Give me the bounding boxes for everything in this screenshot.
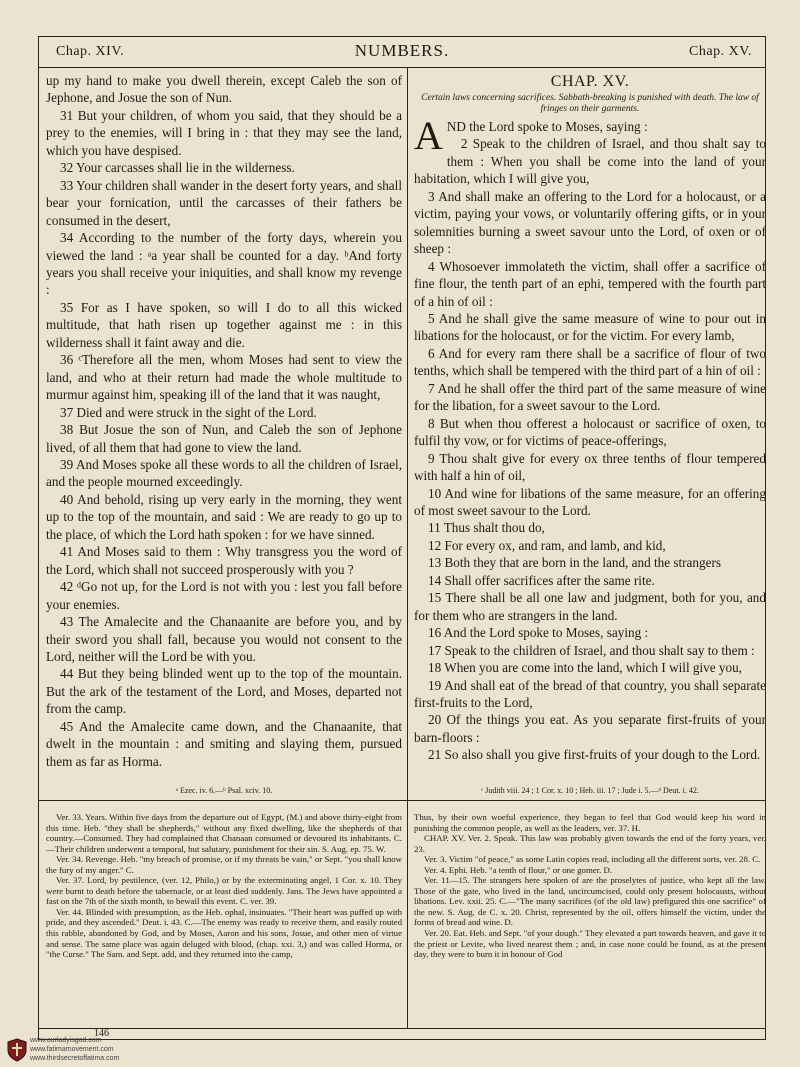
running-header [38, 38, 766, 66]
verse-first [414, 113, 766, 158]
footer-url[interactable]: www.ourladyisgod.com [30, 1037, 102, 1044]
verse: 41 And Moses said to them : Why transgress you the word of the Lord, which shall not succeed prosperously with you ? [46, 544, 402, 577]
header-chapter-right: Chap. XV. [689, 44, 752, 59]
footer-urls [30, 1036, 119, 1063]
notes-right-column [414, 812, 766, 960]
page-number: 146 [94, 1028, 109, 1039]
note: Ver. 34. Revenge. Heb. "my breach of promise, or if my threats be vain," or Sept. "you shall know the fury of my anger." C. [46, 854, 402, 875]
header-chapter-left: Chap. XIV. [56, 44, 125, 59]
verse: 18 When you are come into the land, which I will give you, [428, 660, 742, 676]
verse: 13 Both they that are born in the land, and the strangers [428, 555, 721, 571]
left-cross-references: ᵃ Ezec. iv. 6.—ᵇ Psal. xciv. 10. [175, 786, 273, 795]
column-divider [407, 67, 408, 800]
note: Ver. 20. Eat. Heb. and Sept. "of your dough." They elevated a part towards heaven, and gave it to the priest or Levite, who lived nearest them ; and, in case none could be found, as at the present day, they were to burn it in honour of God [414, 928, 766, 960]
verse: 21 So also shall you give first-fruits of your dough to the Lord. [428, 747, 761, 763]
verse: 9 Thou shalt give for every ox three tenths of flour tempered with half a hin of oil, [414, 450, 766, 484]
verse: 37 Died and were struck in the sight of the Lord. [60, 404, 317, 420]
text-notes-rule [38, 800, 766, 801]
bottom-rule [38, 1028, 766, 1029]
note: CHAP. XV. Ver. 2. Speak. This law was probably given towards the end of the forty years, ver. 23. [414, 833, 766, 854]
verse: 44 But they being blinded went up to the top of the mountain. But the ark of the testament of the Lord, and Moses, departed not from the camp. [46, 666, 402, 717]
verse: 36 ᶜTherefore all the men, whom Moses had sent to view the land, and who at their return had made the whole multitude to murmur against him, speaking ill of the land that it was naught, [46, 352, 402, 403]
verse: 8 But when thou offerest a holocaust or sacrifice of oxen, to fulfil thy vow, or for victims of peace-offerings, [414, 415, 766, 449]
right-text-column [414, 72, 766, 764]
notes-left-column [46, 812, 402, 960]
note: Ver. 4. Ephi. Heb. "a tenth of flour," or one gomer. D. [424, 864, 613, 875]
verse: 15 There shall be all one law and judgment, both for you, and for them who are strangers in the land. [414, 590, 766, 623]
verse: 20 Of the things you eat. As you separate first-fruits of your barn-floors : [414, 712, 766, 745]
verse: 31 But your children, of whom you said, that they should be a prey to the enemies, will I bring in : that they may see the land, which you have despised. [46, 107, 402, 158]
verse: 11 Thus shalt thou do, [428, 520, 545, 536]
header-rule [38, 67, 766, 68]
note: Ver. 44. Blinded with presumption, as the Heb. ophal, insinuates. "Their heart was puffed up with pride, and they ascended." Deut. i. 43. C.—The enemy was ready to receive them, and easily routed this rabble, abandoned by God, and by Moses, Aaron and his sons, Josue, and other men of virtue and sense. The same place was again deluged with blood, (chap. xxi. 3,) and was called Horma, or "the Curse." The Sam. and Sept. add, and they returned into the camp, [46, 906, 402, 960]
note: Thus, by their own woeful experience, they began to feel that God would keep his word in punishing the common people, as well as the leaders, ver. 37. H. [414, 812, 766, 833]
note: Ver. 3. Victim "of peace," as some Latin copies read, including all the different sorts, ver. 28. C. [424, 854, 761, 865]
verse: 32 Your carcasses shall lie in the wilderness. [60, 160, 295, 176]
note: Ver. 37. Lord, by pestilence, (ver. 12, Philo,) or by the exterminating angel, 1 Cor. x. 10. They were burnt to death before the tabernacle, or at least died suddenly. Jans. The Jews have appointed a fast on the 7th of the sixth month, to bewail this event. C. ver. 39. [46, 875, 402, 907]
chapter-heading: CHAP. XV. [550, 73, 630, 90]
verse: 10 And wine for libations of the same measure, for an offering of most sweet savour to the Lord. [414, 485, 766, 518]
verse: up my hand to make you dwell therein, except Caleb the son of Jephone, and Josue the son of Nun. [46, 73, 402, 106]
verse: 4 Whosoever immolateth the victim, shall offer a sacrifice of fine flour, the tenth part of an ephi, tempered with the fourth part of a hin of oil : [414, 258, 766, 309]
right-cross-references: ᶜ Judith viii. 24 ; 1 Cor. x. 10 ; Heb. iii. 17 ; Jude i. 5.—ᵈ Deut. i. 42. [481, 786, 699, 795]
verse: 7 And he shall offer the third part of the same measure of wine for the libation, for a sweet savour to the Lord. [414, 380, 766, 414]
verse: 35 For as I have spoken, so will I do to all this wicked multitude, that hath risen up together against me : in this wilderness shall it faint away and die. [46, 299, 402, 350]
verse: 38 But Josue the son of Nun, and Caleb the son of Jephone lived, of all them that had gone to view the land. [46, 422, 402, 455]
left-text-column [46, 72, 402, 770]
verse: 16 And the Lord spoke to Moses, saying : [428, 625, 649, 641]
verse: 19 And shall eat of the bread of that country, you shall separate first-fruits to the Lord, [414, 677, 766, 710]
verse: 17 Speak to the children of Israel, and thou shalt say to them : [428, 642, 755, 658]
chapter-summary: Certain laws concerning sacrifices. Sabbath-breaking is punished with death. The law of fringes on their garments. [421, 93, 759, 114]
verse: 14 Shall offer sacrifices after the same rite. [428, 572, 655, 588]
verse: 39 And Moses spoke all these words to all the children of Israel, and the people mourned exceedingly. [46, 456, 402, 490]
verse: 6 And for every ram there shall be a sacrifice of flour of two tenths, which shall be tempered with the third part of a hin of oil : [414, 345, 766, 379]
footer-url[interactable]: www.fatimamovement.com [30, 1046, 114, 1053]
verse-first-text: ND the Lord spoke to Moses, saying : [446, 119, 648, 134]
verse: 45 And the Amalecite came down, and the Chanaanite, that dwelt in the mountain : and smiting and slaying them, pursued them as far as Horma. [46, 718, 402, 769]
header-book-title: NUMBERS. [354, 41, 450, 60]
note: Ver. 33. Years. Within five days from the departure out of Egypt, (M.) and above thirty-eight from this time. Heb. "they shall be shepherds," without any fixed dwelling, like the shepherds of that country.—Consumed. They had complained that Chanaan consumed or devoured its inhabitants. C.—Their children underwent a temporal, but salutary, punishment for their sin. S. Aug. ep. 75. W. [46, 812, 402, 854]
notes-column-divider [407, 800, 408, 1028]
footer-url[interactable]: www.thirdsecretoffatima.com [30, 1055, 120, 1062]
verse: 12 For every ox, and ram, and lamb, and kid, [428, 537, 666, 553]
verse: 5 And he shall give the same measure of wine to pour out in libations for the holocaust, or for the victim. For every lamb, [414, 310, 766, 344]
verse: 3 And shall make an offering to the Lord for a holocaust, or a victim, paying your vows, or voluntarily offering gifts, or in your solemnities burning a sweet savour unto the Lord, of oxen or of sheep : [414, 188, 766, 257]
verse: 40 And behold, rising up very early in the morning, they went up to the top of the mountain, and said : We are ready to go up to the place, of which the Lord hath spoken : for we have sinned. [46, 491, 402, 542]
verse: 2 Speak to the children of Israel, and thou shalt say to them : When you shall be come into the land of your habitation, which I will give you, [414, 136, 766, 187]
shield-logo-icon [6, 1038, 28, 1062]
verse: 34 According to the number of the forty days, wherein you viewed the land : ᵃa year shall be counted for a day. ᵇAnd forty years you shall receive your iniquities, and shall know my revenge : [46, 230, 402, 298]
drop-cap: A [414, 113, 443, 158]
verse: 33 Your children shall wander in the desert forty years, and shall bear your fornication, until the carcasses of their fathers be consumed in the desert, [46, 177, 402, 228]
note: Ver. 11—15. The strangers here spoken of are the proselytes of justice, who kept all the law. Those of the gate, who lived in the land, uncircumcised, could only present holocausts, without libations. Lev. xxii. 25. C.—"The many sacrifices (of the old law) prefigured this one sacrifice" of the new. S. Aug. de C. x. 20. Christ, represented by the oil, offers himself the victim, under the forms of bread and wine. D. [414, 875, 766, 928]
verse: 42 ᵈGo not up, for the Lord is not with you : lest you fall before your enemies. [46, 579, 402, 612]
verse: 43 The Amalecite and the Chanaanite are before you, and by their sword you shall fall, because you would not consent to the Lord, neither will the Lord be with you. [46, 614, 402, 664]
